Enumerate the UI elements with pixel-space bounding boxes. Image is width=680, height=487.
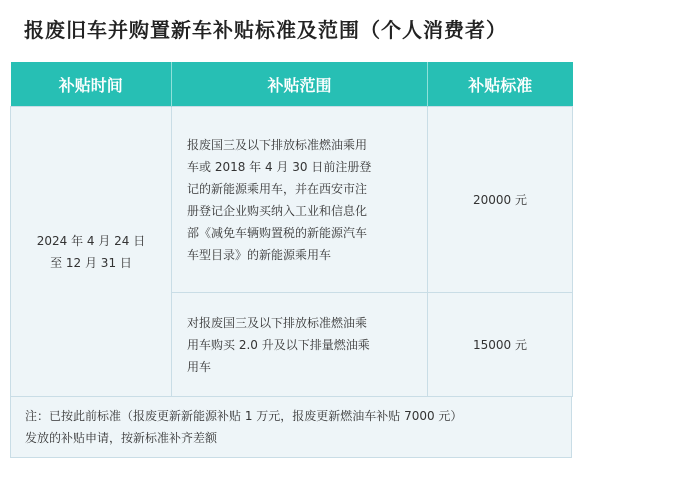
header-subsidy-scope: 补贴范围 <box>172 62 428 107</box>
scope-line: 册登记企业购买纳入工业和信息化 <box>187 203 368 218</box>
scope-cell-1 <box>172 107 428 293</box>
time-line-1: 2024 年 4 月 24 日 <box>36 233 146 248</box>
scope-line: 用车购买 2.0 升及以下排量燃油乘 <box>187 337 370 352</box>
subsidy-time-cell <box>11 107 172 397</box>
scope-line: 用车 <box>187 359 212 374</box>
header-subsidy-standard: 补贴标准 <box>428 62 573 107</box>
scope-line: 部《减免车辆购置税的新能源汽车 <box>187 225 368 240</box>
amount-cell-2: 15000 元 <box>428 293 573 397</box>
scope-line: 车或 2018 年 4 月 30 日前注册登 <box>187 159 372 174</box>
scope-line: 报废国三及以下排放标准燃油乘用 <box>187 137 368 152</box>
subsidy-table <box>10 62 573 397</box>
subsidy-table-container <box>10 62 572 458</box>
table-header-row <box>11 62 573 107</box>
scope-line: 记的新能源乘用车，并在西安市注 <box>187 181 368 196</box>
header-subsidy-time: 补贴时间 <box>11 62 172 107</box>
table-row <box>11 107 573 293</box>
page-title: 报废旧车并购置新车补贴标准及范围（个人消费者） <box>24 18 507 42</box>
scope-line: 对报废国三及以下排放标准燃油乘 <box>187 315 368 330</box>
footnote <box>10 397 572 458</box>
footnote-line-2: 发放的补贴申请，按新标准补齐差额 <box>25 431 218 445</box>
scope-cell-2 <box>172 293 428 397</box>
footnote-line-1: 注：已按此前标准（报废更新新能源补贴 1 万元，报废更新燃油车补贴 7000 元） <box>25 409 463 423</box>
amount-cell-1: 20000 元 <box>428 107 573 293</box>
time-line-2: 至 12 月 31 日 <box>50 255 132 270</box>
scope-line: 车型目录》的新能源乘用车 <box>187 247 332 262</box>
